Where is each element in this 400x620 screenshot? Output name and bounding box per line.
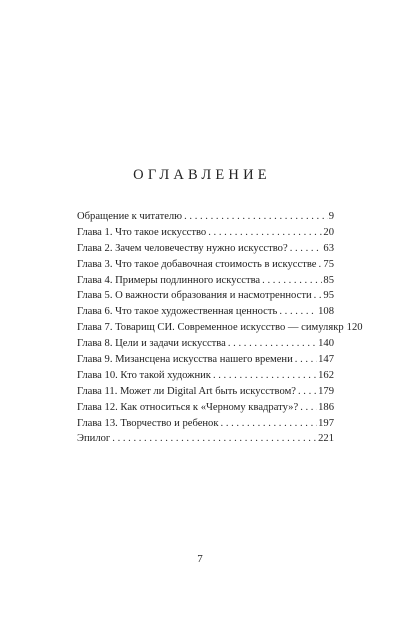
toc-entry-chapter-7[interactable]: [77, 320, 363, 336]
toc-entry-page: 75: [323, 258, 334, 270]
dot-leader: [213, 368, 317, 384]
toc-entry-chapter-10[interactable]: [77, 368, 334, 384]
dot-leader: [279, 304, 317, 320]
toc-entry-page: 147: [318, 354, 334, 366]
dot-leader: [314, 288, 323, 304]
toc-entry-title: Обращение к читателю: [77, 211, 183, 222]
dot-leader: [290, 241, 323, 257]
toc-entry-page: 20: [323, 226, 334, 238]
toc-entry-chapter-13[interactable]: [77, 416, 334, 432]
toc-entry-page: 162: [318, 369, 334, 381]
dot-leader: [228, 336, 317, 352]
toc-entry-reader-address[interactable]: [77, 209, 334, 225]
toc-entry-page: 186: [318, 401, 334, 413]
toc-entry-title: Глава 2. Зачем человечеству нужно искусство?: [77, 242, 288, 254]
toc-entry-page: 9: [328, 211, 334, 222]
dot-leader: [262, 273, 322, 289]
toc-entry-title: Глава 1. Что такое искусство: [77, 226, 207, 238]
toc-entry-page: 108: [318, 306, 334, 318]
toc-entry-chapter-6[interactable]: [77, 304, 334, 320]
dot-leader: [184, 209, 328, 225]
toc-entry-chapter-2[interactable]: [77, 241, 334, 257]
toc-entry-page: 197: [318, 417, 334, 429]
dot-leader: [298, 384, 317, 400]
dot-leader: [295, 352, 317, 368]
toc-entry-title: Эпилог: [77, 433, 111, 445]
dot-leader: [300, 400, 317, 416]
dot-leader: [221, 416, 318, 432]
toc-entry-page: 120: [346, 322, 363, 334]
toc-entry-title: Глава 7. Товарищ СИ. Современное искусство — симулякр: [77, 322, 344, 334]
toc-entry-title: Глава 5. О важности образования и насмотренности: [77, 290, 312, 302]
toc-entry-title: Глава 13. Творчество и ребенок: [77, 417, 219, 429]
toc-entry-title: Глава 10. Кто такой художник: [77, 369, 211, 381]
toc-entry-page: 140: [318, 338, 334, 350]
toc-entry-title: Глава 6. Что такое художественная ценность: [77, 306, 278, 318]
toc-entry-page: 63: [323, 242, 334, 254]
dot-leader: [112, 431, 317, 447]
toc-entry-title: Глава 3. Что такое добавочная стоимость в искусстве: [77, 258, 317, 270]
toc-entry-chapter-11[interactable]: [77, 384, 334, 400]
toc-entry-title: Глава 8. Цели и задачи искусства: [77, 338, 226, 350]
toc-entry-page: 95: [323, 290, 334, 302]
toc-entry-page: 179: [318, 385, 334, 397]
toc-entry-chapter-8[interactable]: [77, 336, 334, 352]
dot-leader: [208, 225, 322, 241]
page-number: 7: [197, 553, 203, 565]
toc-entry-page: 221: [318, 433, 334, 445]
toc-entry-chapter-3[interactable]: [77, 257, 334, 273]
dot-leader: [318, 257, 322, 273]
toc-entry-title: Глава 9. Мизансцена искусства нашего времени: [77, 354, 293, 366]
toc-entry-page: 85: [323, 274, 334, 286]
table-of-contents: [77, 209, 363, 447]
toc-entry-chapter-1[interactable]: [77, 225, 334, 241]
toc-entry-chapter-12[interactable]: [77, 400, 334, 416]
toc-entry-title: Глава 4. Примеры подлинного искусства: [77, 274, 261, 286]
toc-entry-chapter-4[interactable]: [77, 273, 334, 289]
toc-entry-title: Глава 11. Может ли Digital Art быть искусством?: [77, 385, 296, 397]
toc-entry-chapter-5[interactable]: [77, 288, 334, 304]
toc-entry-chapter-9[interactable]: [77, 352, 334, 368]
toc-entry-title: Глава 12. Как относиться к «Черному квадрату»?: [77, 401, 299, 413]
toc-entry-epilogue[interactable]: [77, 431, 334, 447]
toc-heading: ОГЛАВЛЕНИЕ: [133, 167, 271, 183]
